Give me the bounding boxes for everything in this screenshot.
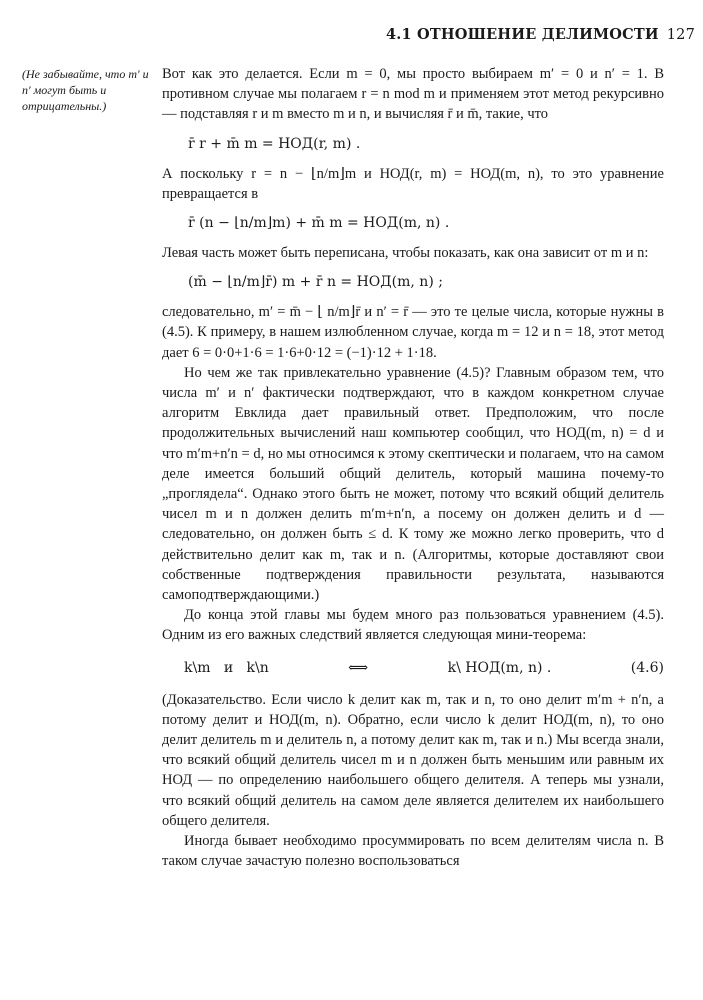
paragraph-5: Но чем же так привлекательно уравнение (4.5)? Главным образом тем, что числа m′ и n′ фактически подтверждают, что в каждом конкретном случае алгоритм Евклида дает правильный ответ. Предположим, что после продолжительных вычислений наш компьютер сообщил, что НОД(m, n) = d и что m′m+n′n = d, но мы относимся к этому скептически и полагаем, что на самом деле имеется больший общий делитель, который машина почему-то „проглядела“. Однако этого быть не может, потому что всякий общий делитель чисел m и n должен делить m′m+n′n, а посему он должен делить и d — следовательно, он должен быть ≤ d. К тому же можно легко проверить, что d действительно делит как m, так и n. (Алгоритмы, которые доставляют свои собственные подтверждения правильности результата, называются самоподтверждающими.) bbox=[162, 364, 664, 604]
margin-note: (Не забывайте, что m′ и n′ могут быть и отрицательны.) bbox=[22, 67, 149, 113]
paragraph-4: следовательно, m′ = m̄ − ⌊ n/m⌋r̄ и n′ = r̄ — это те целые числа, которые нужны в (4.5). К примеру, в нашем излюбленном случае, когда m = 12 и n = 18, этот метод дает 6 = 0·0+1·6 = 1·6+0·12 = (−1)·12 + 1·18. bbox=[162, 304, 664, 361]
paragraph-8: Иногда бывает необходимо просуммировать по всем делителям числа n. В таком случае зачастую полезно воспользоваться bbox=[162, 833, 664, 870]
equation-number: (4.6) bbox=[630, 659, 664, 676]
page-number: 127 bbox=[666, 27, 695, 43]
paragraph-1: Вот как это делается. Если m = 0, мы просто выбираем m′ = 0 и n′ = 1. В противном случае мы полагаем r = n mod m и применяем этот метод рекурсивно — подставляя r и m вместо m и n, и вычисляя r̄ и m̄, такие, что bbox=[162, 66, 664, 123]
paragraph-2: А поскольку r = n − ⌊n/m⌋m и НОД(r, m) = НОД(m, n), то это уравнение превращается в bbox=[162, 165, 664, 202]
main-text bbox=[162, 64, 664, 872]
equation-right: k\ НОД(m, n) . bbox=[447, 659, 552, 676]
equation-left: k\m и k\n bbox=[184, 659, 269, 676]
paragraph-3: Левая часть может быть переписана, чтобы показать, как она зависит от m и n: bbox=[162, 245, 649, 262]
paragraph-6: До конца этой главы мы будем много раз пользоваться уравнением (4.5). Одним из его важных следствий является следующая мини-теорема: bbox=[162, 607, 664, 644]
equation-iff: ⟺ bbox=[348, 659, 369, 676]
equation-2: r̄ (n − ⌊n/m⌋m) + m̄ m = НОД(m, n) . bbox=[188, 215, 450, 232]
running-header bbox=[165, 26, 695, 43]
equation-1: r̄ r + m̄ m = НОД(r, m) . bbox=[188, 135, 361, 152]
paragraph-7: (Доказательство. Если число k делит как m, так и n, то оно делит m′m + n′n, а потому делит и НОД(m, n). Обратно, если число k делит НОД(m, n), то оно делит делитель m и делитель n, а потому делит как m, так и n.) Мы всегда знали, что всякий общий делитель чисел m и n должен быть меньшим или равным их НОД — по определению наибольшего общего делителя. А теперь мы узнали, что всякий общий делитель на самом деле является делителем их наибольшего общего делителя. bbox=[162, 691, 664, 829]
equation-3: (m̄ − ⌊n/m⌋r̄) m + r̄ n = НОД(m, n) ; bbox=[188, 274, 443, 291]
section-title: 4.1 ОТНОШЕНИЕ ДЕЛИМОСТИ bbox=[385, 26, 659, 43]
equation-4-6 bbox=[184, 657, 664, 679]
